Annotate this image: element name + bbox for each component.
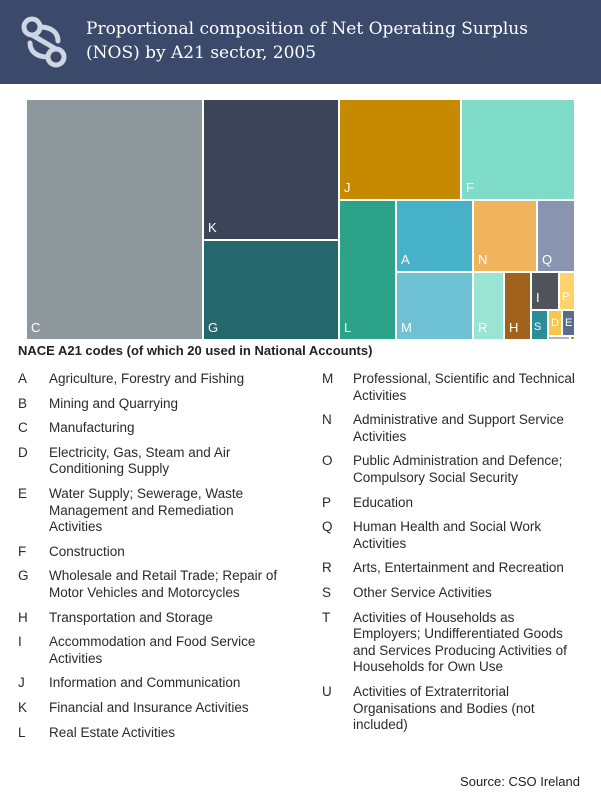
legend-description: Arts, Entertainment and Recreation bbox=[353, 560, 564, 576]
treemap-tile-e bbox=[562, 310, 575, 336]
legend-description: Activities of Households as Employers; Undifferentiated Goods and Services Producing Activities of Households for Own Use bbox=[353, 609, 567, 675]
treemap-tile-l bbox=[339, 200, 396, 340]
treemap-tile-b bbox=[570, 336, 575, 340]
tile-label: L bbox=[344, 320, 352, 335]
legend-item bbox=[18, 675, 278, 692]
legend-item bbox=[322, 453, 584, 486]
legend-description: Electricity, Gas, Steam and Air Conditioning Supply bbox=[49, 444, 231, 477]
legend-item bbox=[322, 610, 584, 676]
legend-item bbox=[18, 544, 278, 561]
treemap-tile-h bbox=[504, 272, 531, 340]
legend-item bbox=[322, 495, 584, 512]
tile-label: P bbox=[562, 291, 570, 303]
legend-code: F bbox=[18, 543, 27, 559]
tile-label: D bbox=[551, 317, 559, 329]
legend-description: Human Health and Social Work Activities bbox=[353, 519, 542, 551]
legend-description: Financial and Insurance Activities bbox=[49, 699, 249, 715]
treemap-tile-q bbox=[537, 200, 575, 272]
tile-label: C bbox=[31, 320, 41, 335]
treemap-tile-f bbox=[461, 99, 575, 200]
legend-code: E bbox=[18, 485, 28, 501]
tile-label: J bbox=[344, 180, 351, 195]
legend-code: K bbox=[18, 699, 28, 715]
legend-item bbox=[18, 700, 278, 717]
treemap-tile-j bbox=[339, 99, 461, 200]
legend-description: Administrative and Support Service Activities bbox=[353, 412, 564, 444]
legend-description: Agriculture, Forestry and Fishing bbox=[49, 371, 245, 386]
legend-description: Education bbox=[353, 494, 414, 510]
header-bar bbox=[0, 0, 601, 84]
tile-label: Q bbox=[542, 252, 553, 267]
legend-description: Other Service Activities bbox=[353, 584, 492, 600]
legend-item bbox=[322, 519, 584, 552]
legend-item bbox=[18, 445, 278, 478]
treemap-tile-k bbox=[203, 99, 339, 240]
legend-item bbox=[322, 560, 584, 577]
treemap-tile-a bbox=[396, 200, 473, 272]
treemap-tile-n bbox=[473, 200, 537, 272]
legend-code: J bbox=[18, 675, 25, 691]
legend-item bbox=[322, 412, 584, 445]
legend-code: C bbox=[18, 420, 28, 436]
legend-item bbox=[322, 371, 584, 404]
tile-label: R bbox=[478, 320, 488, 335]
tile-label: E bbox=[565, 317, 573, 329]
legend-code: Q bbox=[322, 519, 333, 535]
chart-title: Proportional composition of Net Operating Surplus (NOS) by A21 sector, 2005 bbox=[86, 19, 528, 63]
treemap-chart bbox=[26, 99, 575, 340]
legend-description: Wholesale and Retail Trade; Repair of Motor Vehicles and Motorcycles bbox=[49, 568, 278, 600]
legend-code: U bbox=[322, 683, 332, 699]
legend-code: H bbox=[18, 609, 28, 625]
legend-description: Mining and Quarrying bbox=[49, 395, 179, 411]
tile-label: F bbox=[466, 180, 474, 195]
legend-description: Activities of Extraterritorial Organisations and Bodies (not included) bbox=[353, 683, 535, 733]
legend-column-left bbox=[18, 371, 278, 749]
legend-code: S bbox=[322, 584, 332, 600]
tile-label: I bbox=[536, 290, 540, 305]
tile-label: H bbox=[509, 320, 519, 335]
legend-column-right bbox=[322, 371, 584, 742]
treemap-tile-g bbox=[203, 240, 339, 340]
legend-item bbox=[18, 725, 278, 742]
treemap-tile-i bbox=[531, 272, 559, 310]
treemap-tile-s bbox=[531, 310, 548, 340]
legend-item bbox=[322, 684, 584, 734]
legend-description: Public Administration and Defence; Compulsory Social Security bbox=[353, 453, 563, 485]
legend-code: D bbox=[18, 444, 28, 460]
source-note: Source: CSO Ireland bbox=[460, 774, 580, 789]
legend-code: I bbox=[18, 634, 22, 650]
tile-label: M bbox=[401, 320, 412, 335]
legend-description: Information and Communication bbox=[49, 675, 241, 691]
tile-label: G bbox=[208, 320, 219, 335]
tile-label: K bbox=[208, 220, 217, 235]
legend-item bbox=[18, 486, 278, 536]
treemap-tile-r bbox=[473, 272, 504, 340]
cso-logo-icon bbox=[20, 15, 68, 69]
treemap-tile-d bbox=[548, 310, 562, 336]
treemap-tile-c bbox=[26, 99, 203, 340]
legend-title: NACE A21 codes (of which 20 used in National Accounts) bbox=[18, 343, 373, 358]
legend-description: Construction bbox=[49, 543, 125, 559]
treemap-tile-m bbox=[396, 272, 473, 340]
legend-code: R bbox=[322, 560, 332, 576]
treemap-tile-p bbox=[559, 272, 575, 310]
tile-label: N bbox=[478, 252, 488, 267]
legend-item bbox=[18, 610, 278, 627]
legend-item bbox=[18, 420, 278, 437]
treemap-tile-o bbox=[548, 336, 570, 340]
legend-description: Water Supply; Sewerage, Waste Management and Remediation Activities bbox=[49, 485, 244, 535]
legend-description: Manufacturing bbox=[49, 420, 135, 436]
legend-code: A bbox=[18, 371, 28, 386]
legend-description: Real Estate Activities bbox=[49, 724, 176, 740]
legend-code: N bbox=[322, 412, 332, 428]
legend-item bbox=[18, 634, 278, 667]
legend-code: P bbox=[322, 494, 332, 510]
legend-description: Transportation and Storage bbox=[49, 609, 213, 625]
tile-label: A bbox=[401, 252, 410, 267]
legend-description: Accommodation and Food Service Activities bbox=[49, 634, 256, 666]
legend-code: G bbox=[18, 568, 29, 584]
legend-code: L bbox=[18, 724, 26, 740]
tile-label: S bbox=[534, 321, 542, 333]
legend-code: T bbox=[322, 609, 331, 625]
legend-description: Professional, Scientific and Technical Activities bbox=[353, 371, 575, 403]
legend-item bbox=[18, 568, 278, 601]
legend-code: B bbox=[18, 395, 28, 411]
legend-item bbox=[18, 396, 278, 413]
legend-item bbox=[18, 371, 278, 388]
legend-item bbox=[322, 585, 584, 602]
legend-code: O bbox=[322, 453, 333, 469]
legend-code: M bbox=[322, 371, 334, 386]
